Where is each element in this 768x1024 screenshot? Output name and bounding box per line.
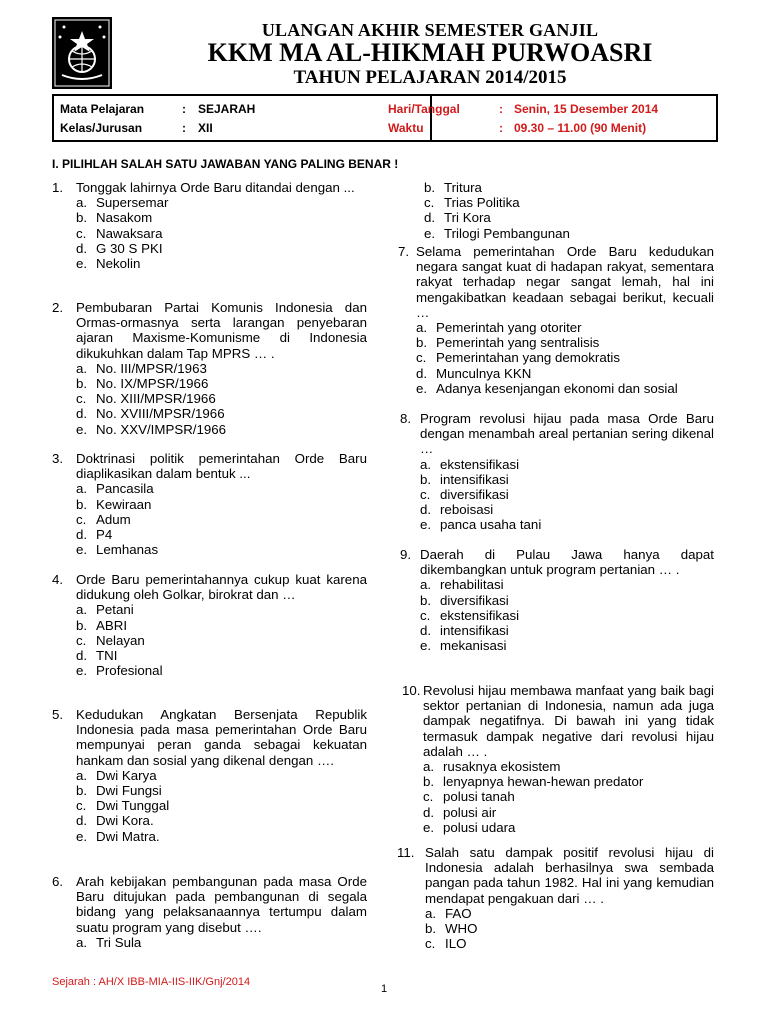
option-text: rusaknya ekosistem — [443, 759, 561, 775]
option-text: Dwi Fungsi — [96, 783, 162, 799]
answer-option — [420, 457, 714, 472]
answer-option — [423, 805, 714, 820]
question-text: Salah satu dampak positif revolusi hijau di Indonesia adalah berhasilnya swa sembada pangan pada tahun 1982. Hal ini yang kemudian mendapat pengakuan dari … . — [425, 845, 714, 906]
answer-options — [423, 759, 714, 835]
option-letter: a. — [425, 905, 437, 921]
answer-option — [76, 527, 367, 542]
question-number: 4. — [52, 572, 64, 587]
option-letter: b. — [425, 921, 437, 937]
option-text: mekanisasi — [440, 638, 507, 654]
option-letter: e. — [423, 819, 435, 835]
option-letter: b. — [76, 496, 88, 512]
answer-option — [425, 921, 714, 936]
option-letter: a. — [416, 320, 428, 336]
option-text: TNI — [96, 648, 118, 664]
option-text: Adum — [96, 511, 131, 527]
option-letter: e. — [424, 225, 436, 241]
answer-option — [420, 502, 714, 517]
question-2 — [52, 300, 367, 437]
option-text: P4 — [96, 527, 113, 543]
option-letter: d. — [420, 623, 432, 639]
colon: : — [499, 102, 503, 116]
option-letter: e. — [76, 256, 88, 272]
answer-options — [76, 768, 367, 844]
answer-options — [76, 935, 367, 950]
answer-option — [420, 487, 714, 502]
option-letter: a. — [76, 195, 88, 211]
option-letter: c. — [423, 789, 434, 805]
answer-option — [76, 602, 367, 617]
question-number: 1. — [52, 180, 64, 195]
question-5 — [52, 707, 367, 844]
answer-options — [420, 577, 714, 653]
option-text: Munculnya KKN — [436, 365, 532, 381]
option-letter: e. — [416, 380, 428, 396]
time-label: Waktu — [388, 121, 424, 135]
question-number: 11. — [397, 845, 415, 860]
option-letter: d. — [423, 804, 435, 820]
option-letter: a. — [76, 481, 88, 497]
option-text: ILO — [445, 936, 467, 952]
question-7 — [398, 244, 714, 396]
option-letter: d. — [76, 240, 88, 256]
option-text: Lemhanas — [96, 542, 159, 558]
option-text: reboisasi — [440, 502, 494, 518]
question-11 — [397, 845, 714, 951]
option-letter: e. — [76, 663, 88, 679]
school-name: KKM MA AL-HIKMAH PURWOASRI — [207, 38, 653, 67]
answer-option — [76, 633, 367, 648]
school-logo — [52, 17, 112, 89]
answer-option — [76, 813, 367, 828]
footer-code: Sejarah : AH/X IBB-MIA-IIS-IIK/Gnj/2014 — [52, 976, 251, 988]
answer-option — [76, 829, 367, 844]
day-value: Senin, 15 Desember 2014 — [514, 102, 659, 116]
answer-options — [416, 320, 714, 396]
question-text: Selama pemerintahan Orde Baru kedudukan negara sangat kuat di hadapan rakyat, sementara rakyat terhadap negar sangat lemah, hal ini mengakibatkan keadaan sebagai berikut, kecuali … — [416, 244, 714, 320]
question-text: Program revolusi hijau pada masa Orde Baru dengan menambah areal pertanian sering dikenal … — [420, 411, 714, 457]
option-text: Trilogi Pembangunan — [444, 225, 570, 241]
option-letter: b. — [424, 180, 436, 195]
answer-option — [420, 608, 714, 623]
option-text: lenyapnya hewan-hewan predator — [443, 774, 644, 790]
option-letter: d. — [420, 502, 432, 518]
answer-option — [76, 618, 367, 633]
answer-option — [76, 783, 367, 798]
option-letter: a. — [76, 767, 88, 783]
question-number: 9. — [400, 547, 412, 562]
question-text: Kedudukan Angkatan Bersenjata Republik Indonesia pada masa pemerintahan Orde Baru mempunyai peran ganda sebagai kekuatan hankam dan sosial yang dikenal dengan …. — [76, 707, 367, 768]
question-10 — [402, 683, 714, 835]
answer-option — [76, 210, 367, 225]
answer-option — [76, 256, 367, 271]
question-text: Doktrinasi politik pemerintahan Orde Baru diaplikasikan dalam bentuk ... — [76, 451, 367, 482]
answer-option — [424, 226, 714, 241]
option-letter: e. — [420, 638, 432, 654]
question-text: Pembubaran Partai Komunis Indonesia dan Ormas-ormasnya serta larangan penyebaran ajaran Maxisme-Komunisme di Indonesia dikukuhkan dalam Tap MPRS … . — [76, 300, 367, 361]
exam-info-table — [52, 94, 718, 142]
question-text: Revolusi hijau membawa manfaat yang baik bagi sektor pertanian di Indonesia, namun ada juga dampak negatifnya. Di bawah ini yang tidak termasuk dampak negative dari revolusi hijau adalah … . — [423, 683, 714, 759]
option-text: Supersemar — [96, 195, 169, 211]
option-text: Pemerintah yang sentralisis — [436, 335, 600, 351]
answer-option — [416, 381, 714, 396]
option-letter: a. — [76, 934, 88, 950]
option-text: Pemerintahan yang demokratis — [436, 350, 621, 366]
option-text: polusi udara — [443, 819, 516, 835]
option-text: No. XIII/MPSR/1966 — [96, 391, 216, 407]
option-letter: c. — [76, 225, 87, 241]
option-letter: b. — [416, 335, 428, 351]
academic-year: TAHUN PELAJARAN 2014/2015 — [293, 67, 567, 88]
question-text: Daerah di Pulau Jawa hanya dapat dikembangkan untuk program pertanian … . — [420, 547, 714, 578]
option-text: No. XXV/IMPSR/1966 — [96, 421, 227, 437]
option-text: intensifikasi — [440, 471, 509, 487]
option-letter: e. — [76, 828, 88, 844]
answer-option — [76, 241, 367, 256]
question-number: 2. — [52, 300, 64, 315]
option-letter: c. — [416, 350, 427, 366]
answer-option — [424, 210, 714, 225]
option-text: No. XVIII/MPSR/1966 — [96, 406, 225, 422]
answer-option — [423, 789, 714, 804]
question-3 — [52, 451, 367, 557]
option-text: Pancasila — [96, 481, 154, 497]
answer-option — [76, 512, 367, 527]
answer-option — [424, 195, 714, 210]
answer-option — [76, 361, 367, 376]
option-letter: a. — [420, 577, 432, 593]
option-text: ekstensifikasi — [440, 456, 520, 472]
question-9 — [400, 547, 714, 653]
option-text: panca usaha tani — [440, 517, 542, 533]
answer-options — [76, 361, 367, 437]
answer-option — [416, 366, 714, 381]
question-6 — [52, 874, 367, 950]
class-value: XII — [198, 121, 213, 135]
option-letter: b. — [423, 774, 435, 790]
question-1 — [52, 180, 367, 271]
option-text: WHO — [445, 921, 478, 937]
option-letter: a. — [76, 602, 88, 618]
answer-option — [423, 820, 714, 835]
answer-option — [420, 472, 714, 487]
option-letter: e. — [76, 421, 88, 437]
option-text: Dwi Matra. — [96, 828, 160, 844]
option-text: Tri Sula — [96, 934, 142, 950]
option-text: diversifikasi — [440, 487, 509, 503]
option-text: polusi tanah — [443, 789, 515, 805]
question-number: 5. — [52, 707, 64, 722]
exam-title: ULANGAN AKHIR SEMESTER GANJIL — [261, 20, 599, 40]
option-text: G 30 S PKI — [96, 240, 163, 256]
answer-options — [425, 906, 714, 952]
answer-option — [76, 391, 367, 406]
answer-option — [416, 350, 714, 365]
answer-option — [420, 517, 714, 532]
option-text: Nawaksara — [96, 225, 163, 241]
option-text: Tri Kora — [444, 210, 491, 226]
option-text: Trias Politika — [444, 195, 520, 211]
answer-option — [416, 320, 714, 335]
answer-option — [76, 768, 367, 783]
answer-option — [423, 774, 714, 789]
option-letter: b. — [76, 617, 88, 633]
day-label: Hari/Tanggal — [388, 102, 460, 116]
colon: : — [182, 102, 186, 116]
section-title: I. PILIHLAH SALAH SATU JAWABAN YANG PALING BENAR ! — [52, 157, 399, 171]
subject-label: Mata Pelajaran — [60, 102, 145, 116]
question-number: 7. — [398, 244, 410, 259]
answer-option — [420, 577, 714, 592]
option-letter: c. — [420, 607, 431, 623]
question-4 — [52, 572, 367, 678]
answer-option — [424, 180, 714, 195]
question-text: Tonggak lahirnya Orde Baru ditandai dengan ... — [76, 180, 355, 195]
option-letter: b. — [76, 210, 88, 226]
option-text: ABRI — [96, 617, 128, 633]
option-letter: a. — [76, 360, 88, 376]
question-number: 3. — [52, 451, 64, 466]
option-letter: c. — [425, 936, 436, 952]
option-letter: c. — [424, 195, 435, 211]
question-number: 10. — [402, 683, 421, 698]
option-text: Tritura — [444, 180, 482, 195]
option-text: diversifikasi — [440, 592, 509, 608]
option-text: Nasakom — [96, 210, 153, 226]
subject-value: SEJARAH — [198, 102, 256, 116]
answer-options — [424, 180, 714, 241]
answer-option — [76, 195, 367, 210]
option-text: Nekolin — [96, 256, 141, 272]
answer-option — [416, 335, 714, 350]
answer-options — [420, 457, 714, 533]
question-number: 8. — [400, 411, 412, 426]
question-number: 6. — [52, 874, 64, 889]
question-8 — [400, 411, 714, 533]
option-letter: c. — [76, 391, 87, 407]
option-text: Profesional — [96, 663, 163, 679]
class-label: Kelas/Jurusan — [60, 121, 143, 135]
option-letter: a. — [420, 456, 432, 472]
option-letter: d. — [76, 813, 88, 829]
answer-option — [76, 376, 367, 391]
option-letter: e. — [420, 517, 432, 533]
option-text: Adanya kesenjangan ekonomi dan sosial — [436, 380, 678, 396]
option-text: Kewiraan — [96, 496, 152, 512]
option-text: ekstensifikasi — [440, 607, 520, 623]
option-letter: e. — [76, 542, 88, 558]
answer-option — [76, 663, 367, 678]
answer-option — [425, 936, 714, 951]
option-letter: d. — [416, 365, 428, 381]
option-letter: a. — [423, 759, 435, 775]
question-6-continued — [402, 180, 714, 241]
option-letter: b. — [76, 376, 88, 392]
answer-option — [76, 542, 367, 557]
answer-option — [76, 422, 367, 437]
question-text: Arah kebijakan pembangunan pada masa Orde Baru ditujukan pada pembangunan di segala bidang yang pelaksanaannya tertumpu dalam suatu program yang disebut …. — [76, 874, 367, 935]
answer-option — [76, 798, 367, 813]
answer-option — [76, 648, 367, 663]
option-text: polusi air — [443, 804, 497, 820]
page-number: 1 — [381, 983, 388, 995]
option-text: Nelayan — [96, 632, 145, 648]
option-text: Dwi Tunggal — [96, 798, 170, 814]
option-text: No. III/MPSR/1963 — [96, 360, 207, 376]
colon: : — [499, 121, 503, 135]
option-text: rehabilitasi — [440, 577, 504, 593]
option-letter: d. — [424, 210, 436, 226]
option-text: Dwi Kora. — [96, 813, 154, 829]
answer-options — [76, 481, 367, 557]
answer-option — [76, 481, 367, 496]
option-letter: b. — [420, 592, 432, 608]
option-letter: c. — [76, 632, 87, 648]
option-letter: c. — [76, 511, 87, 527]
answer-option — [423, 759, 714, 774]
option-text: FAO — [445, 905, 472, 921]
colon: : — [182, 121, 186, 135]
answer-option — [76, 497, 367, 512]
option-text: intensifikasi — [440, 623, 509, 639]
answer-option — [420, 623, 714, 638]
answer-option — [76, 226, 367, 241]
time-value: 09.30 – 11.00 (90 Menit) — [514, 121, 647, 135]
option-letter: d. — [76, 648, 88, 664]
option-letter: b. — [76, 783, 88, 799]
question-text: Orde Baru pemerintahannya cukup kuat karena didukung oleh Golkar, birokrat dan … — [76, 572, 367, 603]
option-letter: b. — [420, 471, 432, 487]
answer-option — [420, 638, 714, 653]
option-letter: c. — [420, 487, 431, 503]
answer-options — [76, 195, 367, 271]
option-text: No. IX/MPSR/1966 — [96, 376, 209, 392]
option-text: Petani — [96, 602, 134, 618]
answer-option — [425, 906, 714, 921]
option-text: Pemerintah yang otoriter — [436, 320, 582, 336]
answer-option — [76, 406, 367, 421]
option-letter: c. — [76, 798, 87, 814]
answer-options — [76, 602, 367, 678]
answer-option — [420, 593, 714, 608]
option-text: Dwi Karya — [96, 767, 157, 783]
answer-option — [76, 935, 367, 950]
option-letter: d. — [76, 527, 88, 543]
option-letter: d. — [76, 406, 88, 422]
